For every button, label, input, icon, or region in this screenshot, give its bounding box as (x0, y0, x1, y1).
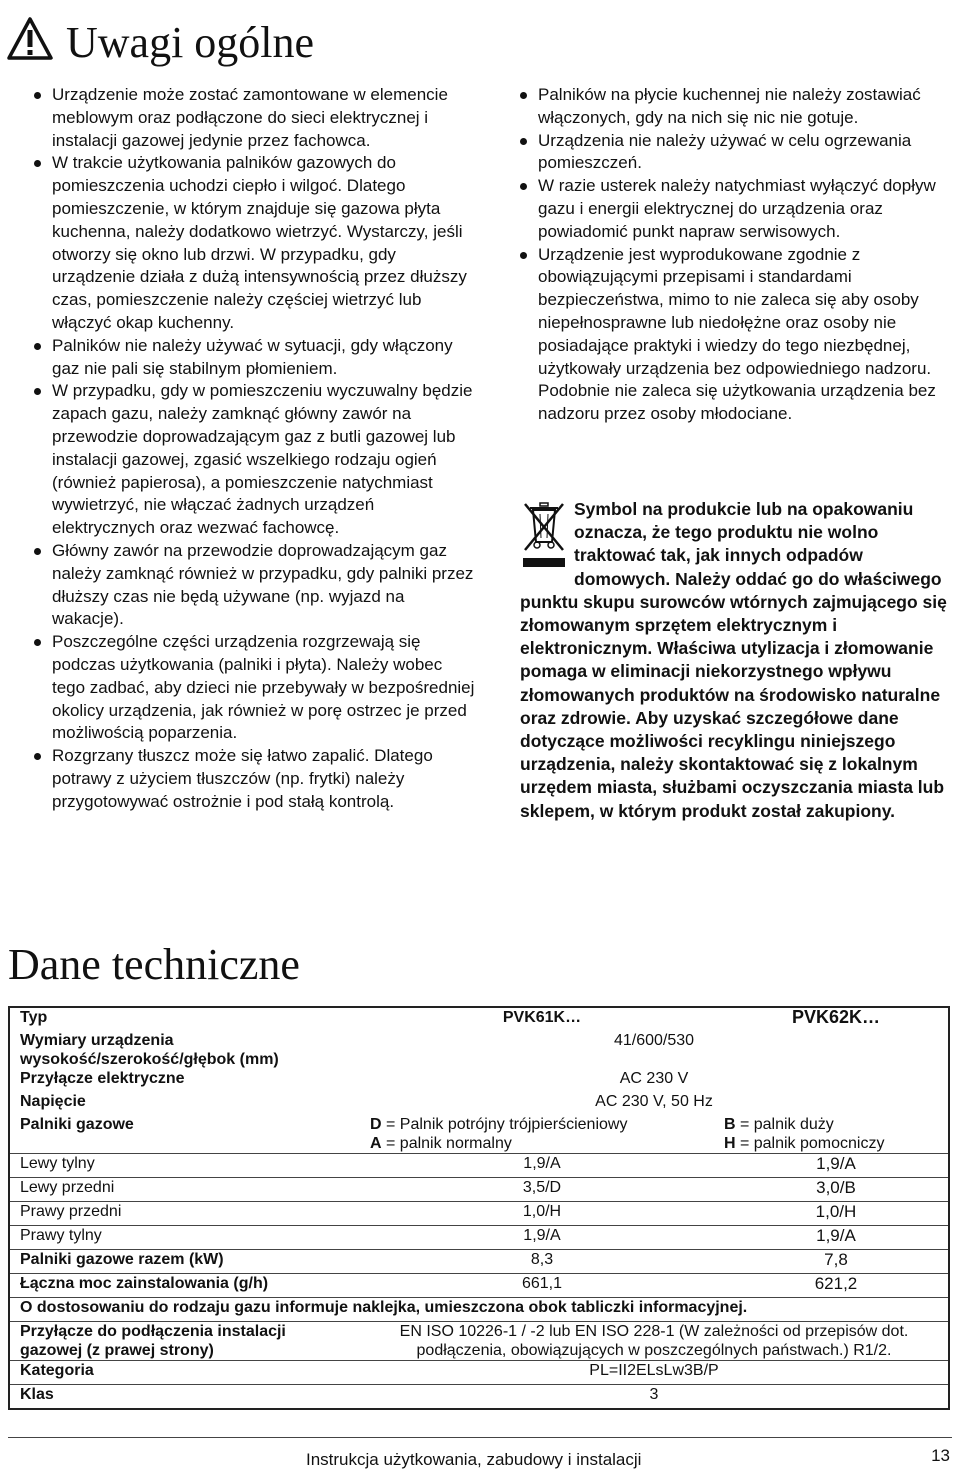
page-title: Uwagi ogólne (66, 18, 315, 67)
list-item: Urządzenia nie należy używać w celu ogrzewania pomieszczeń. (516, 130, 952, 176)
list-item: W razie usterek należy natychmiast wyłączyć dopływ gazu i energii elektrycznej do urządzenia oraz powiadomić punkt napraw serwisowych. (516, 175, 952, 243)
warning-triangle-icon (6, 16, 54, 62)
table-cell: Łączna moc zainstalowania (g/h) (9, 1274, 360, 1298)
table-cell: PL=II2ELsLw3B/P (360, 1361, 949, 1385)
table-cell: 1,9/A (360, 1226, 724, 1250)
table-cell: 1,0/H (360, 1202, 724, 1226)
page-number: 13 (931, 1446, 950, 1465)
table-cell: 1,9/A (724, 1154, 949, 1178)
legend-item: B = palnik duży (723, 1116, 834, 1133)
table-cell (724, 1115, 949, 1154)
table-cell: Lewy tylny (9, 1154, 360, 1178)
table-row (9, 1361, 949, 1385)
table-cell: PVK62K… (791, 1007, 880, 1027)
table-row (9, 1092, 949, 1115)
cell-label: gazowej (z prawej strony) (20, 1342, 214, 1359)
footer-text: Instrukcja użytkowania, zabudowy i instalacji (306, 1450, 642, 1469)
footer-divider (8, 1437, 952, 1438)
table-row (9, 1178, 949, 1202)
table-cell: 41/600/530 (613, 1032, 695, 1049)
table-cell: Klas (9, 1385, 360, 1410)
crossed-out-bin-icon (520, 500, 568, 570)
table-cell: 3,5/D (360, 1178, 724, 1202)
table-cell: Typ (20, 1009, 48, 1026)
table-row (9, 1226, 949, 1250)
table-row (9, 1250, 949, 1274)
table-cell: Lewy przedni (9, 1178, 360, 1202)
table-cell: AC 230 V (619, 1070, 689, 1087)
table-cell: 621,2 (724, 1274, 949, 1298)
table-row (9, 1385, 949, 1410)
legend-item: H = palnik pomocniczy (723, 1135, 885, 1152)
section-title: Dane techniczne (8, 940, 300, 989)
table-cell: Kategoria (9, 1361, 360, 1385)
table-row (9, 1322, 949, 1361)
table-cell: 3 (360, 1385, 949, 1410)
table-row (9, 1298, 949, 1322)
list-item: Palników na płycie kuchennej nie należy zostawiać włączonych, gdy na nich się nic nie gotuje. (516, 84, 952, 130)
table-row (9, 1154, 949, 1178)
table-row (9, 1115, 949, 1154)
table-cell: Palniki gazowe razem (kW) (9, 1250, 360, 1274)
list-item: Palników nie należy używać w sytuacji, gdy włączony gaz nie pali się stabilnym płomieniem. (30, 335, 480, 381)
table-cell: 7,8 (724, 1250, 949, 1274)
weee-text: Symbol na produkcie lub na opakowaniu oznacza, że tego produktu nie wolno traktować tak, jak innych odpadów domowych. Należy oddać go do właściwego punktu skupu surowców wtórnych zajmującego się złomowanym sprzętem elektrycznym i elektronicznym. Właściwa utylizacja i złomowanie pomaga w eliminacji niekorzystnego wpływu złomowanych produktów na środowisko naturalne oraz zdrowie. Aby uzyskać szczegółowe dane dotyczące możliwości recyklingu niniejszego urządzenia, należy skontaktować się z lokalnym urzędem miasta, służbami oczyszczania miasta lub sklepem, w którym produkt został zakupiony. (520, 499, 947, 821)
table-cell: 3,0/B (724, 1178, 949, 1202)
table-cell (360, 1115, 724, 1154)
table-cell: AC 230 V, 50 Hz (595, 1093, 713, 1110)
table-cell: PVK61K… (502, 1009, 582, 1026)
table-cell: 1,9/A (724, 1226, 949, 1250)
table-row (9, 1031, 949, 1069)
weee-notice (520, 498, 960, 823)
table-note: O dostosowaniu do rodzaju gazu informuje naklejka, umieszczona obok tabliczki informacyjnej. (9, 1298, 949, 1322)
legend-item: D = Palnik potrójny trójpierścieniowy (370, 1116, 628, 1133)
general-notes-left (30, 84, 480, 814)
technical-data-table (8, 1006, 950, 1410)
cell-sublabel: wysokość/szerokość/głębok (mm) (20, 1051, 279, 1068)
table-cell (9, 1031, 360, 1069)
table-cell: Prawy tylny (9, 1226, 360, 1250)
table-cell: Napięcie (20, 1093, 86, 1110)
list-item: W trakcie użytkowania palników gazowych do pomieszczenia uchodzi ciepło i wilgoć. Dlatego pomieszczenie, w którym znajduje się gazowa płyta kuchenna, należy dodatkowo wietrzyć. Wystarczy, jeśli otworzy się okno lub drzwi. W przypadku, gdy urządzenie działa z dużą intensywnością przez dłuższy czas, pomieszczenie należy częściej wietrzyć lub włączyć okap kuchenny. (30, 152, 480, 334)
cell-value: podłączenia, obowiązujących w poszczególnych państwach.) R1/2. (416, 1342, 892, 1359)
table-cell: Przyłącze elektryczne (20, 1070, 185, 1087)
general-notes-right (516, 84, 952, 426)
table-cell (360, 1322, 949, 1361)
table-cell: 1,9/A (360, 1154, 724, 1178)
legend-item: A = palnik normalny (370, 1135, 512, 1152)
table-row (9, 1202, 949, 1226)
table-row (9, 1274, 949, 1298)
list-item: Główny zawór na przewodzie doprowadzającym gaz należy zamknąć również w przypadku, gdy palniki przez dłuższy czas nie będą używane (np. wyjazd na wakacje). (30, 540, 480, 631)
table-cell: 1,0/H (724, 1202, 949, 1226)
list-item: W przypadku, gdy w pomieszczeniu wyczuwalny będzie zapach gazu, należy zamknąć główny zawór na przewodzie doprowadzającym gaz z butli gazowej lub instalacji gazowej, zgasić wszelkiego rodzaju ogień (również papierosa), a pomieszczenie natychmiast wywietrzyć, nie włączać żadnych urządzeń elektrycznych oraz wezwać fachowcę. (30, 380, 480, 540)
list-item: Urządzenie jest wyprodukowane zgodnie z obowiązującymi przepisami i standardami bezpieczeństwa, mimo to nie zaleca się aby osoby niepełnosprawne lub niedołężne oraz osoby nie posiadające praktyki i wiedzy do tego niezbędnej, użytkowały urządzenia bez odpowiedniego nadzoru. Podobnie nie zaleca się użytkowania urządzenia bez nadzoru przez osoby młodociane. (516, 244, 952, 426)
list-item: Urządzenie może zostać zamontowane w elemencie meblowym oraz podłączone do sieci elektrycznej i instalacji gazowej jedynie przez fachowca. (30, 84, 480, 152)
cell-label: Wymiary urządzenia (20, 1032, 174, 1049)
table-cell: Palniki gazowe (20, 1116, 134, 1133)
table-cell (9, 1322, 360, 1361)
table-row (9, 1069, 949, 1092)
table-row (9, 1007, 949, 1031)
list-item: Poszczególne części urządzenia rozgrzewają się podczas użytkowania (palniki i płyta). Należy wobec tego zadbać, aby dzieci nie przebywały w bezpośredniej okolicy urządzenia, jak również w porę ostrzec je przed możliwością poparzenia. (30, 631, 480, 745)
cell-label: Przyłącze do podłączenia instalacji (20, 1323, 286, 1340)
table-cell: 8,3 (360, 1250, 724, 1274)
table-cell: Prawy przedni (9, 1202, 360, 1226)
table-cell: 661,1 (360, 1274, 724, 1298)
cell-value: EN ISO 10226-1 / -2 lub EN ISO 228-1 (W zależności od przepisów dot. (399, 1323, 909, 1340)
list-item: Rozgrzany tłuszcz może się łatwo zapalić. Dlatego potrawy z użyciem tłuszczów (np. frytki) należy przygotowywać ostrożnie i pod stałą kontrolą. (30, 745, 480, 813)
